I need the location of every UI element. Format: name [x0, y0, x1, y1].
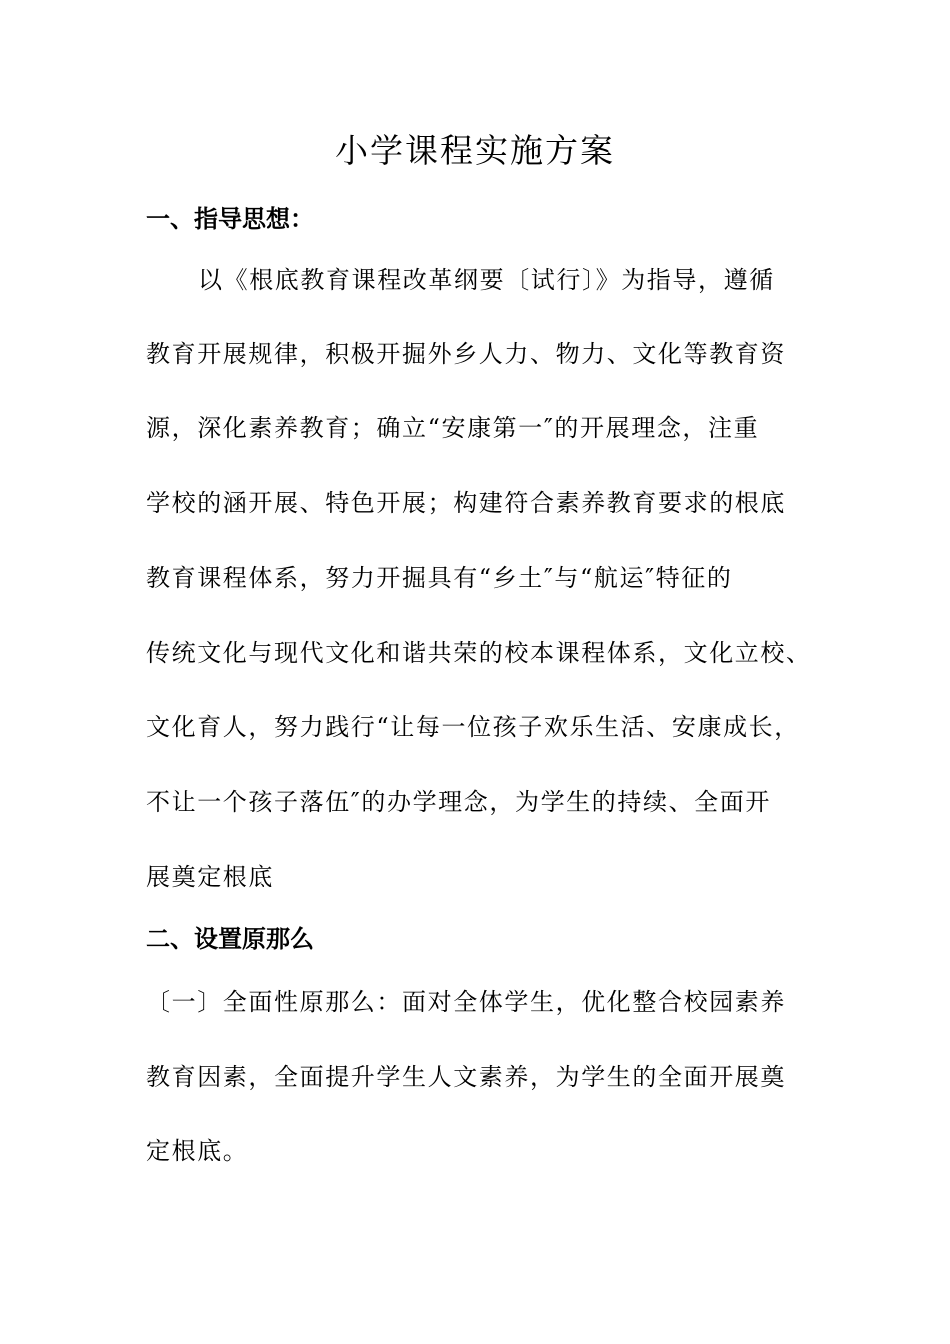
paragraph-line: 文化育人，努力践行“让每一位孩子欢乐生活、安康成长，: [146, 713, 800, 741]
paragraph-line: 源，深化素养教育；确立“安康第一″的开展理念，注重: [146, 414, 760, 442]
paragraph-line: 不让一个孩子落伍″的办学理念，为学生的持续、全面开: [146, 788, 771, 816]
paragraph-line: 学校的涵开展、特色开展；构建符合素养教育要求的根底: [146, 489, 786, 517]
paragraph-line: 教育因素，全面提升学生人文素养，为学生的全面开展奠: [146, 1063, 786, 1091]
paragraph-line: 以《根底教育课程改革纲要〔试行〕》为指导，遵循: [198, 266, 775, 294]
section-heading-guiding-ideology: 一、指导思想：: [146, 205, 314, 233]
paragraph-line: 教育开展规律，积极开掘外乡人力、物力、文化等教育资: [146, 340, 786, 368]
paragraph-line: 定根底。: [146, 1137, 249, 1165]
paragraph-line: 传统文化与现代文化和谐共荣的校本课程体系，文化立校、: [146, 639, 812, 667]
paragraph-line: 〔一〕全面性原那么：面对全体学生，优化整合校园素养: [146, 988, 786, 1016]
paragraph-line: 展奠定根底: [146, 863, 274, 891]
document-title: 小学课程实施方案: [335, 131, 615, 170]
paragraph-line: 教育课程体系，努力开掘具有“乡土″与“航运″特征的: [146, 564, 733, 592]
section-heading-principles: 二、设置原那么: [146, 925, 314, 953]
